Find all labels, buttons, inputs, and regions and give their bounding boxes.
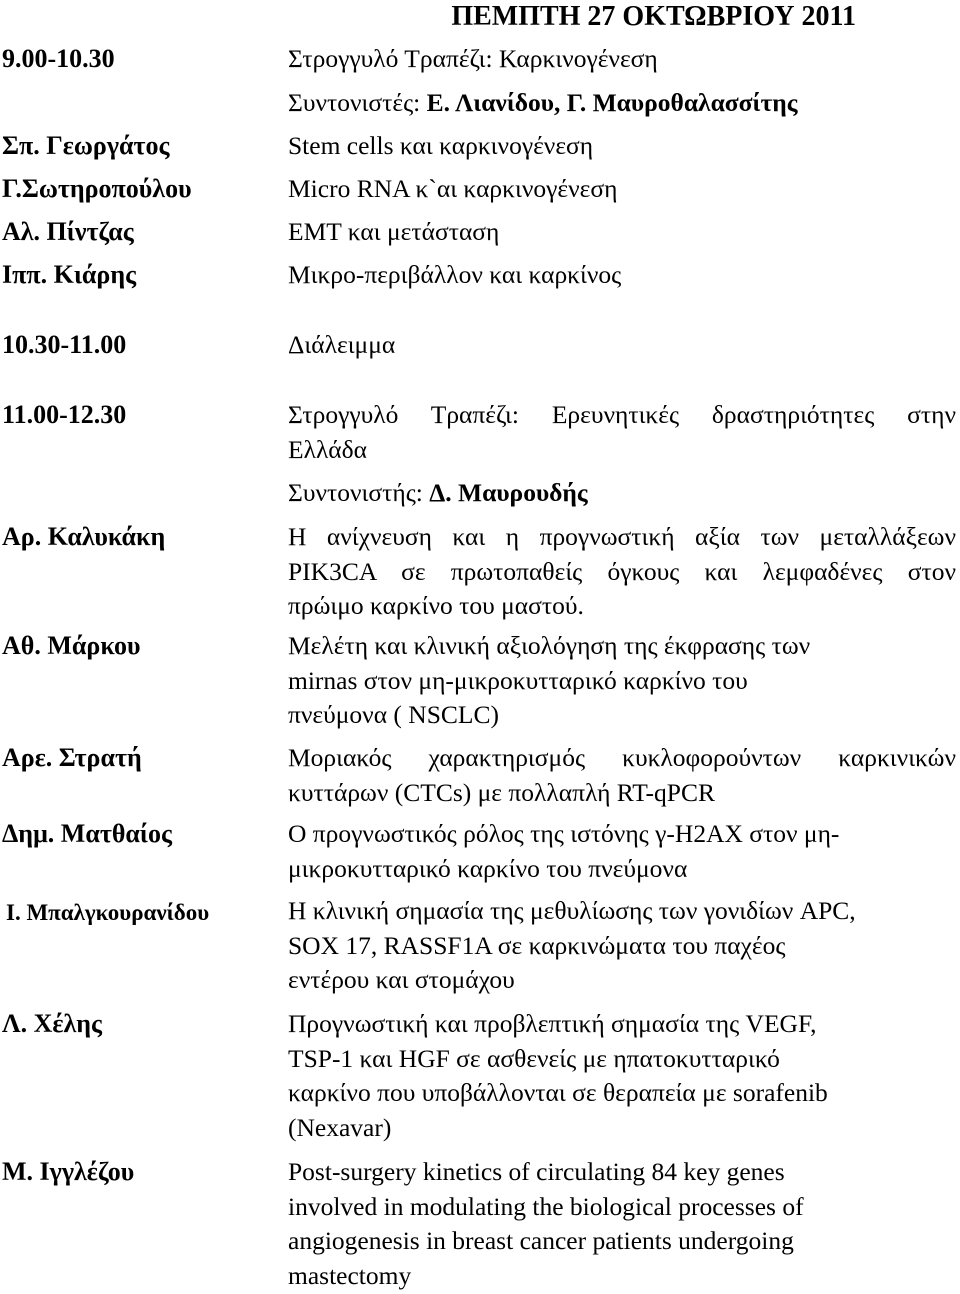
text-line: Stem cells και καρκινογένεση	[288, 131, 594, 160]
speaker-name: Αλ. Πίντζας	[2, 217, 134, 246]
talk-title	[288, 258, 956, 293]
coordinators-prefix: Συντονιστής:	[288, 478, 430, 507]
session-time: 11.00-12.30	[2, 400, 127, 429]
coordinators-names: Ε. Λιανίδου, Γ. Μαυροθαλασσίτης	[426, 88, 798, 117]
text-line: Στρογγυλό Τραπέζι: Ερευνητικές δραστηριότητες στην	[288, 400, 956, 429]
text-line: Ο προγνωστικός ρόλος της ιστόνης γ-H2AX στον μη-	[288, 819, 840, 848]
text-line: mastectomy	[288, 1260, 412, 1290]
talk-title	[288, 1007, 956, 1145]
session-title	[288, 398, 956, 467]
speaker-name: Ιππ. Κιάρης	[2, 260, 137, 289]
text-line: καρκίνο που υποβάλλονται σε θεραπεία με sorafenib	[288, 1078, 828, 1108]
text-line: EMT και μετάσταση	[288, 217, 500, 246]
text-line: Μικρο-περιβάλλον και καρκίνος	[288, 260, 622, 289]
talk-title	[288, 129, 956, 164]
talk-title	[288, 894, 956, 998]
coordinators-prefix: Συντονιστές:	[288, 88, 427, 117]
talk-title	[288, 215, 956, 250]
day-heading: ΠΕΜΠΤΗ 27 ΟΚΤΩΒΡΙΟΥ 2011	[451, 1, 856, 32]
talk-title	[288, 1155, 956, 1293]
talk-title	[288, 172, 956, 207]
text-line: εντέρου και στομάχου	[288, 965, 515, 995]
talk-title	[288, 741, 956, 810]
text-line: Post-surgery kinetics of circulating 84 key genes	[288, 1157, 785, 1186]
text-line: Η κλινική σημασία της μεθυλίωσης των γονιδίων APC,	[288, 896, 856, 925]
text-line: (Nexavar)	[288, 1112, 392, 1142]
text-line: SOX 17, RASSF1A σε καρκινώματα του παχέος	[288, 930, 786, 960]
speaker-name: Αρε. Στρατή	[2, 743, 142, 772]
session-time: 9.00-10.30	[2, 44, 115, 73]
speaker-name: Γ.Σωτηροπούλου	[2, 174, 192, 203]
text-line: μικροκυτταρικό καρκίνο του πνεύμονα	[288, 853, 688, 883]
text-line: Προγνωστική και προβλεπτική σημασία της VEGF,	[288, 1009, 817, 1038]
speaker-name: Αθ. Μάρκου	[2, 631, 141, 660]
speaker-name: Μ. Ιγγλέζου	[2, 1157, 135, 1186]
text-line: Μελέτη και κλινική αξιολόγηση της έκφρασης των	[288, 631, 811, 660]
talk-title	[288, 520, 956, 624]
coordinators-names: Δ. Μαυρουδής	[429, 478, 588, 507]
text-line: Στρογγυλό Τραπέζι: Καρκινογένεση	[288, 44, 658, 73]
speaker-name: Λ. Χέλης	[2, 1009, 103, 1038]
text-line: TSP-1 και HGF σε ασθενείς με ηπατοκυτταρικό	[288, 1043, 780, 1073]
text-line: κυττάρων (CTCs) με πολλαπλή RT-qPCR	[288, 777, 715, 807]
text-line: πρώιμο καρκίνο του μαστού.	[288, 591, 584, 621]
text-line: πνεύμονα ( NSCLC)	[288, 700, 499, 730]
coordinators	[288, 86, 956, 121]
text-line: Micro RNA κ`αι καρκινογένεση	[288, 174, 618, 203]
text-line: involved in modulating the biological processes of	[288, 1191, 804, 1221]
coordinators	[288, 476, 956, 511]
talk-title	[288, 817, 956, 886]
text-line: Η ανίχνευση και η προγνωστική αξία των μεταλλάξεων	[288, 522, 956, 551]
speaker-name: Σπ. Γεωργάτος	[2, 131, 170, 160]
speaker-name: Αρ. Καλυκάκη	[2, 522, 166, 551]
talk-title	[288, 629, 956, 733]
text-line: Ελλάδα	[288, 434, 368, 464]
break-label	[288, 328, 956, 363]
session-title	[288, 42, 956, 77]
speaker-name: Ι. Μπαλγκουρανίδου	[6, 900, 210, 925]
speaker-name: Δημ. Ματθαίος	[2, 819, 172, 848]
text-line: angiogenesis in breast cancer patients undergoing	[288, 1226, 794, 1256]
text-line: mirnas στον μη-μικροκυτταρικό καρκίνο του	[288, 665, 748, 695]
coordinators-line	[288, 86, 956, 121]
text-line: Μοριακός χαρακτηρισμός κυκλοφορούντων καρκινικών	[288, 743, 956, 772]
coordinators-line	[288, 476, 956, 511]
text-line: PIK3CA σε πρωτοπαθείς όγκους και λεμφαδένες στον	[288, 556, 956, 586]
text-line: Διάλειμμα	[288, 330, 396, 359]
session-time: 10.30-11.00	[2, 330, 127, 359]
